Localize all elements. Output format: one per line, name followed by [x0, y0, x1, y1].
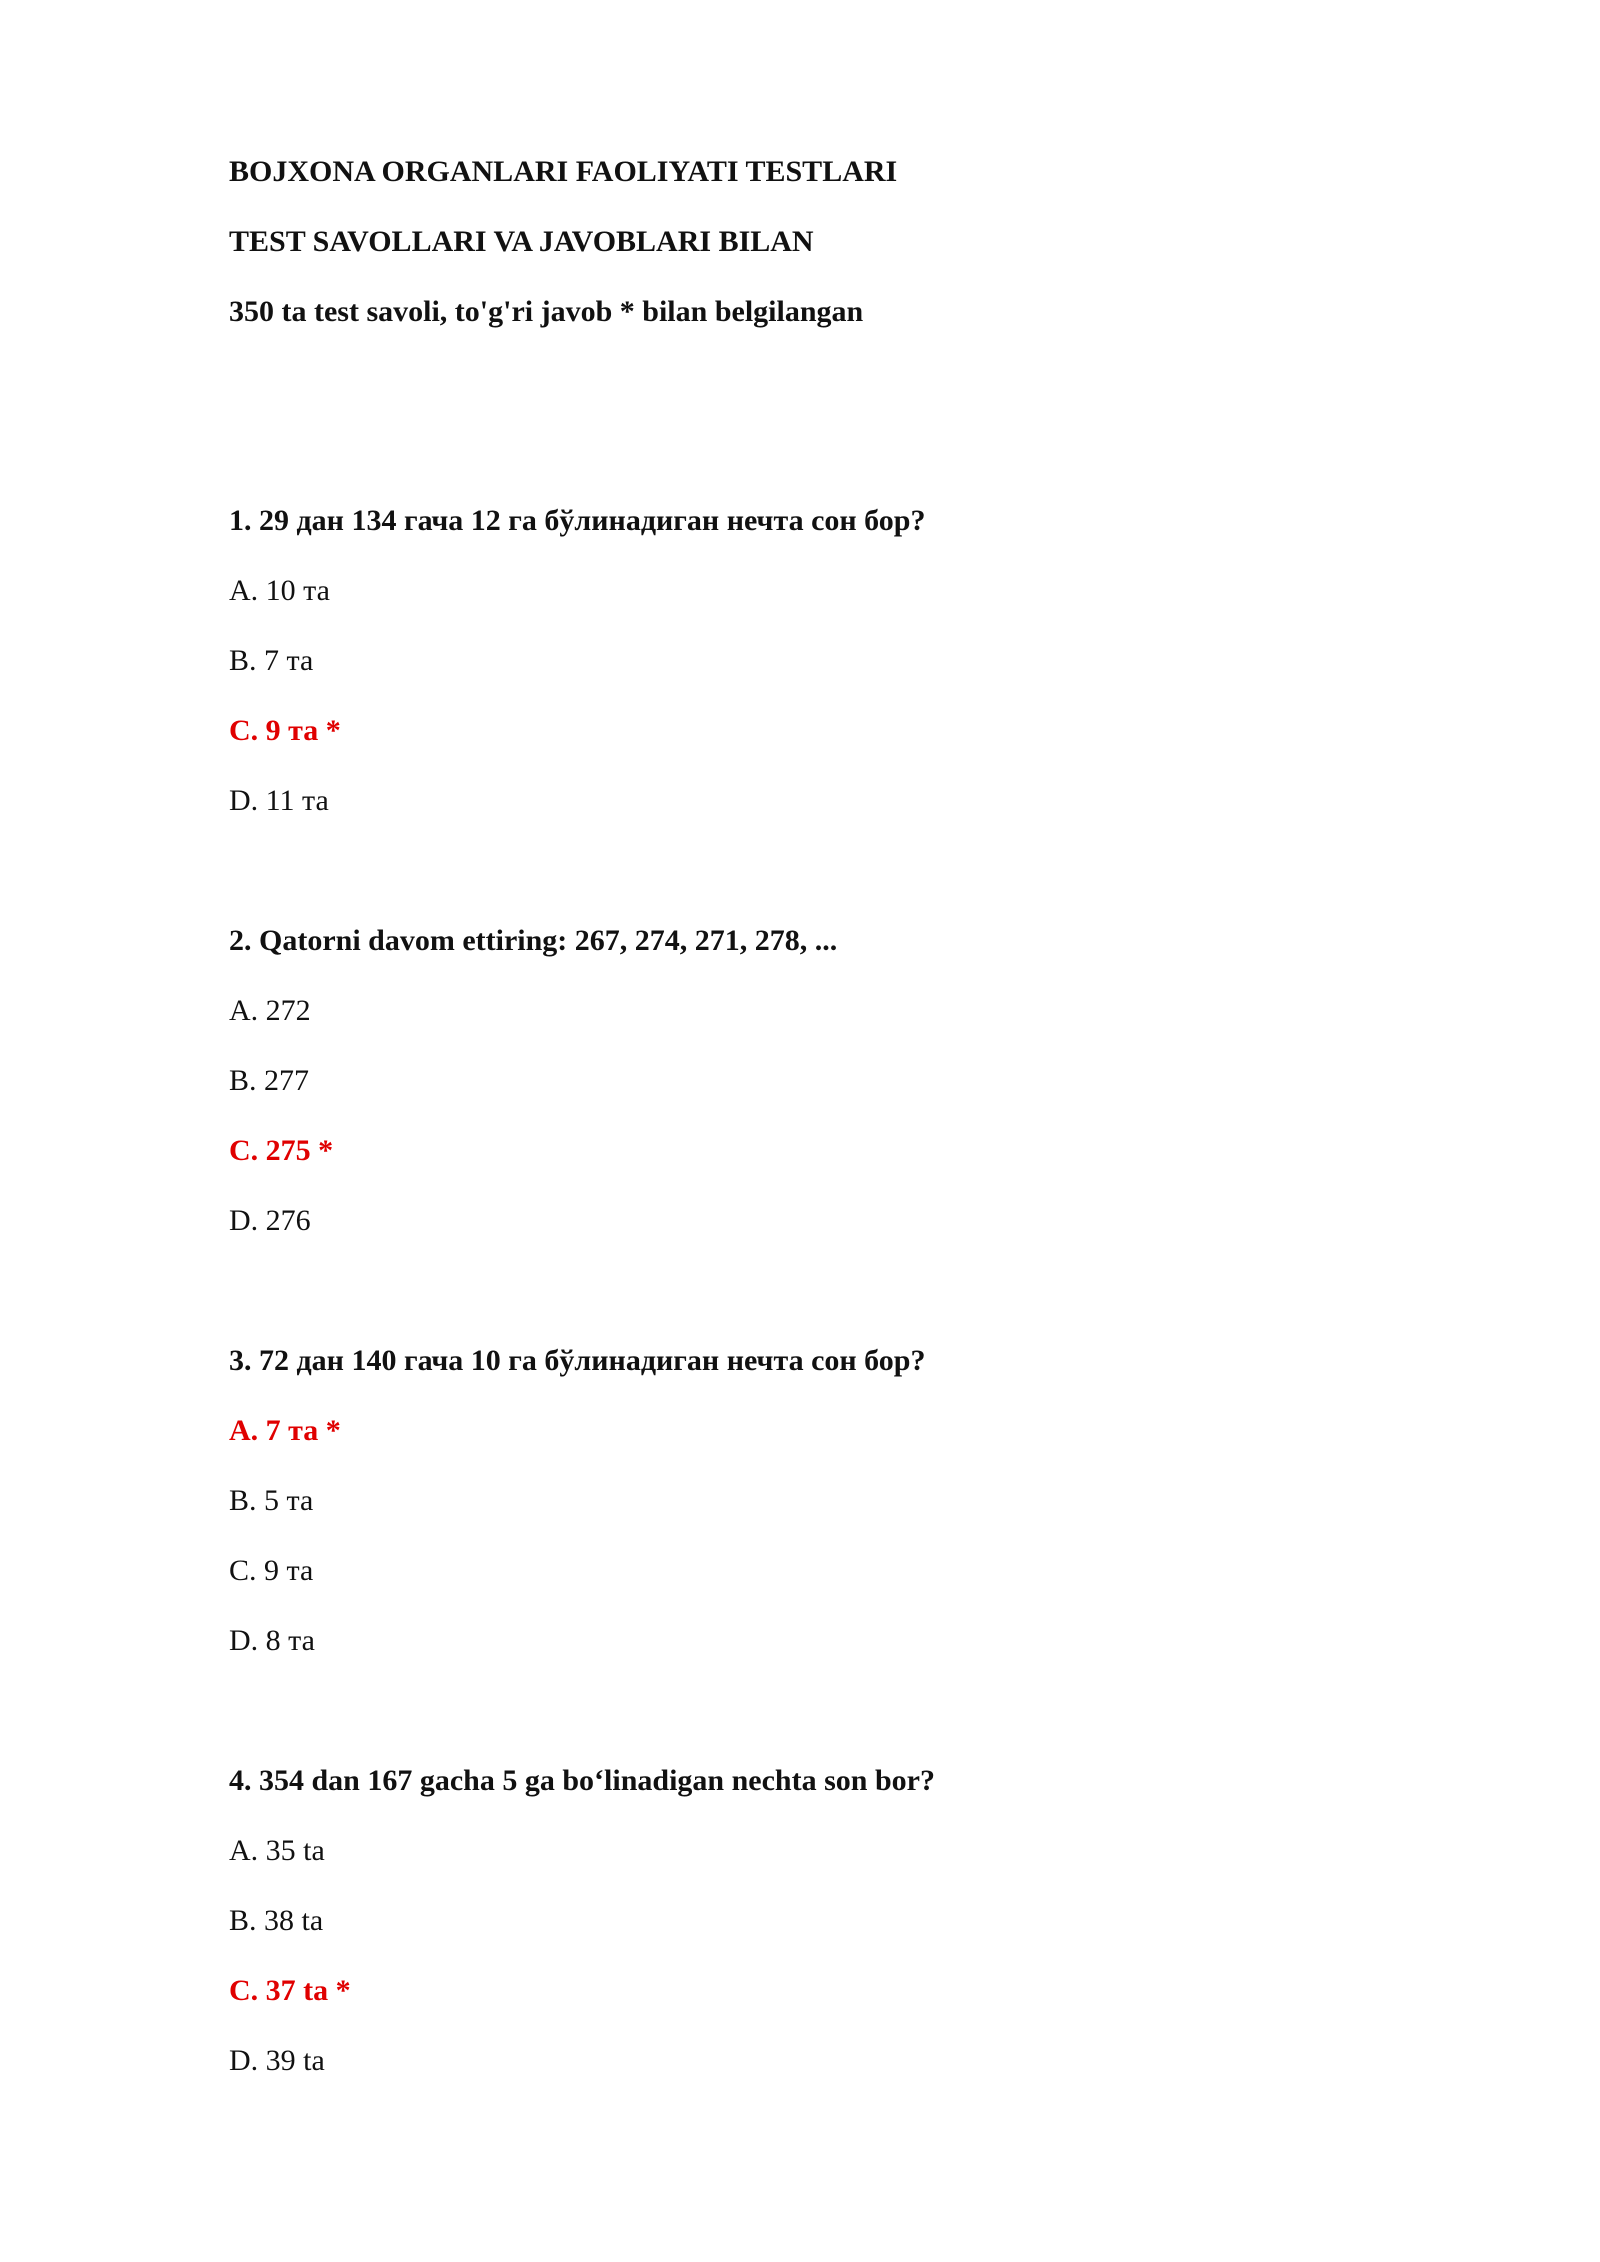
question-4-option-b: B. 38 ta [229, 1904, 324, 1937]
question-3-text: 3. 72 дан 140 гача 10 га бўлинадиган нечта сон бор? [229, 1344, 926, 1377]
question-3-option-a-correct: A. 7 та * [229, 1414, 341, 1447]
question-1-option-d: D. 11 та [229, 784, 329, 817]
question-4-option-a: A. 35 ta [229, 1834, 325, 1867]
question-2-option-d: D. 276 [229, 1204, 311, 1237]
question-1-option-b: B. 7 та [229, 644, 314, 677]
question-1-option-a: A. 10 та [229, 574, 330, 607]
question-2-option-b: B. 277 [229, 1064, 310, 1097]
question-4-text: 4. 354 dan 167 gacha 5 ga bo‘linadigan nechta son bor? [229, 1764, 935, 1797]
question-1-text: 1. 29 дан 134 гача 12 га бўлинадиган нечта сон бор? [229, 504, 926, 537]
document-note: 350 ta test savoli, to'g'ri javob * bilan belgilangan [229, 295, 864, 328]
question-4-option-d: D. 39 ta [229, 2044, 325, 2077]
document-subtitle: TEST SAVOLLARI VA JAVOBLARI BILAN [229, 225, 814, 258]
question-4-option-c-correct: C. 37 ta * [229, 1974, 351, 2007]
question-2-option-a: A. 272 [229, 994, 311, 1027]
question-3-option-b: B. 5 та [229, 1484, 314, 1517]
question-3-option-d: D. 8 та [229, 1624, 315, 1657]
document-title: BOJXONA ORGANLARI FAOLIYATI TESTLARI [229, 155, 898, 188]
question-2-option-c-correct: C. 275 * [229, 1134, 334, 1167]
question-3-option-c: C. 9 та [229, 1554, 314, 1587]
question-1-option-c-correct: C. 9 та * [229, 714, 341, 747]
question-2-text: 2. Qatorni davom ettiring: 267, 274, 271, 278, ... [229, 924, 838, 957]
